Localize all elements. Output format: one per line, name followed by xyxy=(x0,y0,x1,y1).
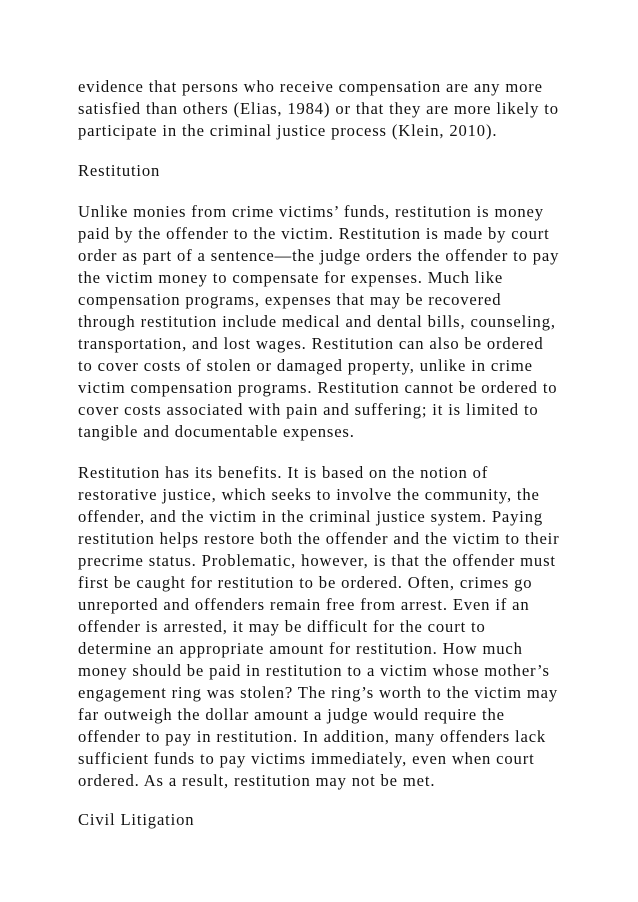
text-line: restorative justice, which seeks to involve the community, the xyxy=(78,485,540,504)
text-line: Unlike monies from crime victims’ funds, restitution is money xyxy=(78,202,544,221)
text-line: offender is arrested, it may be difficult for the court to xyxy=(78,617,486,636)
text-line: offender, and the victim in the criminal justice system. Paying xyxy=(78,507,544,526)
text-line: Restitution has its benefits. It is based on the notion of xyxy=(78,463,489,482)
text-line: first be caught for restitution to be ordered. Often, crimes go xyxy=(78,573,533,592)
text-line: through restitution include medical and dental bills, counseling, xyxy=(78,312,556,331)
text-line: far outweigh the dollar amount a judge would require the xyxy=(78,705,505,724)
text-line: precrime status. Problematic, however, is that the offender must xyxy=(78,551,556,570)
text-line: participate in the criminal justice process (Klein, 2010). xyxy=(78,121,498,140)
text-line: determine an appropriate amount for restitution. How much xyxy=(78,639,523,658)
text-line: ordered. As a result, restitution may not be met. xyxy=(78,771,436,790)
text-line: compensation programs, expenses that may be recovered xyxy=(78,290,502,309)
section-heading-civil-litigation: Civil Litigation xyxy=(78,810,195,829)
text-line: tangible and documentable expenses. xyxy=(78,422,355,441)
text-line: offender to pay in restitution. In addition, many offenders lack xyxy=(78,727,547,746)
text-line: sufficient funds to pay victims immediately, even when court xyxy=(78,749,535,768)
text-line: to cover costs of stolen or damaged property, unlike in crime xyxy=(78,356,533,375)
text-line: money should be paid in restitution to a victim whose mother’s xyxy=(78,661,550,680)
text-line: transportation, and lost wages. Restitution can also be ordered xyxy=(78,334,544,353)
text-line: cover costs associated with pain and suffering; it is limited to xyxy=(78,400,539,419)
text-line: satisfied than others (Elias, 1984) or that they are more likely to xyxy=(78,99,559,118)
text-line: victim compensation programs. Restitution cannot be ordered to xyxy=(78,378,558,397)
section-heading-restitution: Restitution xyxy=(78,161,161,180)
text-line: order as part of a sentence—the judge orders the offender to pay xyxy=(78,246,560,265)
text-line: evidence that persons who receive compensation are any more xyxy=(78,77,543,96)
text-line: paid by the offender to the victim. Restitution is made by court xyxy=(78,224,550,243)
text-line: the victim money to compensate for expenses. Much like xyxy=(78,268,504,287)
text-line: restitution helps restore both the offender and the victim to their xyxy=(78,529,560,548)
text-line: unreported and offenders remain free from arrest. Even if an xyxy=(78,595,530,614)
text-line: engagement ring was stolen? The ring’s worth to the victim may xyxy=(78,683,559,702)
